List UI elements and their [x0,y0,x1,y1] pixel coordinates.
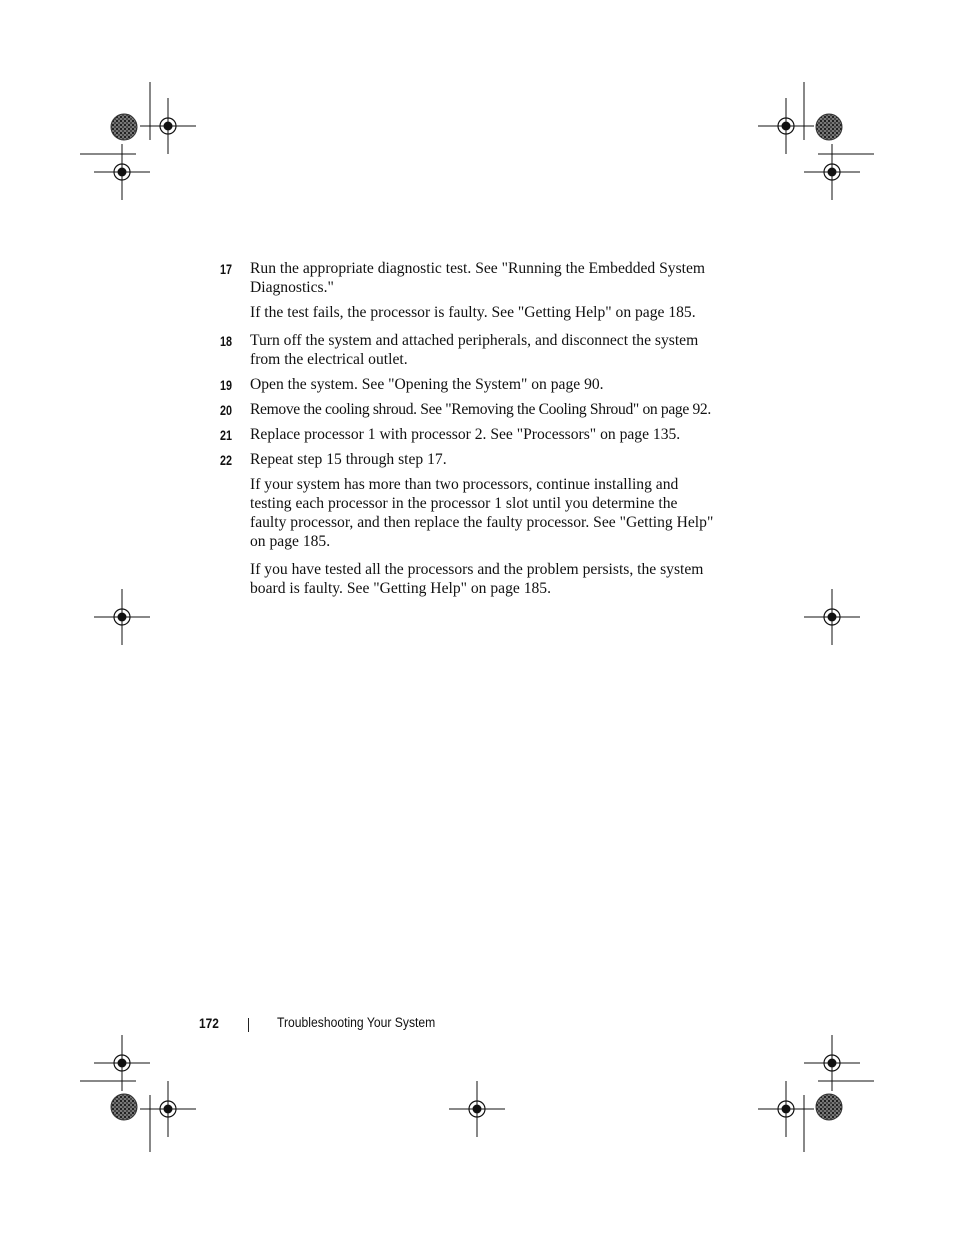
note-line: faulty processor, and then replace the faulty processor. See "Getting Help" [250,514,714,531]
step-text: Run the appropriate diagnostic test. See "Running the Embedded System [250,260,706,277]
step-19 [220,375,720,394]
step-20 [220,400,720,419]
note-line: board is faulty. See "Getting Help" on page 185. [250,580,552,597]
section-title: Troubleshooting Your System [277,1015,436,1030]
registration-mark-top-left [80,82,196,200]
step-number: 20 [220,403,233,418]
registration-mark-middle-left [94,589,150,645]
note-line: testing each processor in the processor 1 slot until you determine the [250,495,678,512]
step-number: 22 [220,453,233,468]
more-processors-note [220,475,720,551]
test-fails-note: If the test fails, the processor is faulty. See "Getting Help" on page 185. [250,304,696,321]
step-18 [220,331,720,369]
step-text: Repeat step 15 through step 17. [250,451,447,468]
step-number: 17 [220,262,233,277]
note-line: If your system has more than two processors, continue installing and [250,476,679,493]
procedure-steps [220,259,720,598]
step-text: Turn off the system and attached peripherals, and disconnect the system [250,332,699,349]
registration-mark-top-right [758,82,874,200]
step-text: Replace processor 1 with processor 2. See "Processors" on page 135. [250,426,681,443]
step-text: Open the system. See "Opening the System" on page 90. [250,376,604,393]
step-number: 18 [220,334,233,349]
step-21 [220,425,720,444]
page-number: 172 [199,1015,219,1031]
footer-divider [248,1018,249,1032]
step-number: 21 [220,428,233,443]
step-text: Remove the cooling shroud. See "Removing the Cooling Shroud" on page 92. [250,401,711,418]
step-text: from the electrical outlet. [250,351,408,368]
registration-mark-bottom-left [80,1035,196,1152]
note-line: on page 185. [250,533,331,550]
registration-mark-bottom-center [449,1081,505,1137]
step-17 [220,259,720,297]
step-number: 19 [220,378,233,393]
note-line: If you have tested all the processors and the problem persists, the system [250,561,704,578]
step-text: Diagnostics." [250,279,334,296]
registration-mark-bottom-right [758,1035,874,1152]
step-22 [220,450,720,469]
all-tested-note [220,560,720,598]
registration-mark-middle-right [804,589,860,645]
